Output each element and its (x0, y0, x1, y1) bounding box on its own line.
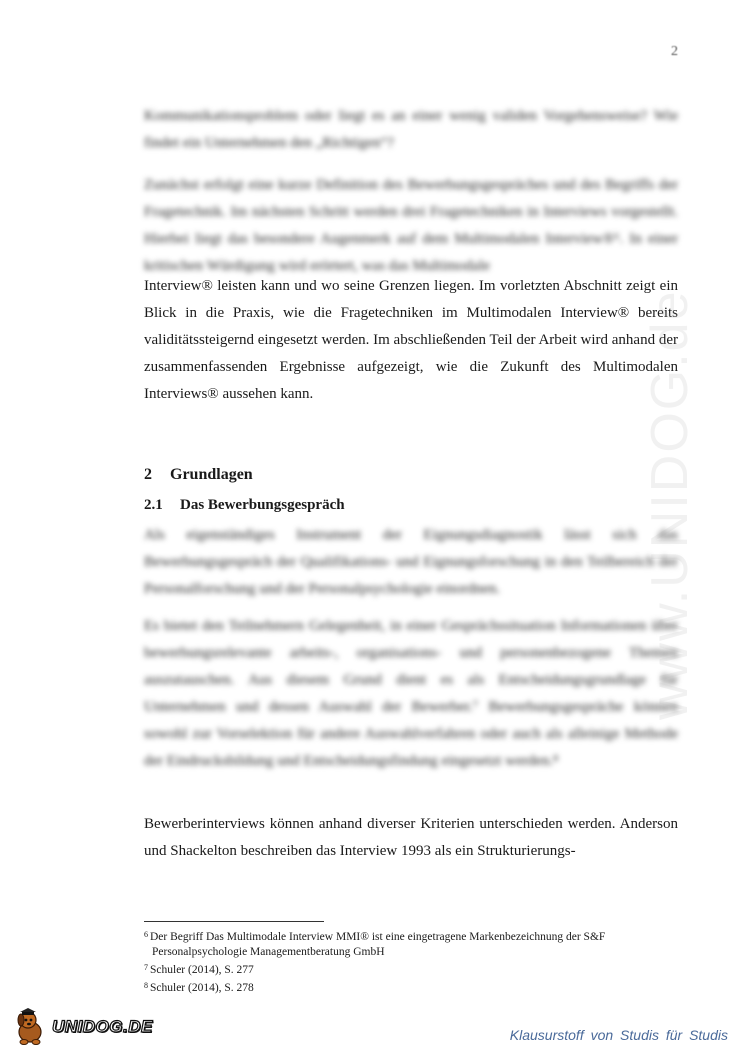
footnote-divider (144, 921, 324, 922)
dog-icon (12, 1008, 48, 1046)
body-paragraph-visible: Bewerberinterviews können anhand diverser Kriterien unterschieden werden. Anderson und Shackelton beschreiben das Interview 1993 als ein Strukturierungs- (144, 816, 678, 859)
footnote-item (144, 960, 684, 978)
footnote-mark: 8 (144, 981, 148, 990)
unidog-logo[interactable] (12, 1008, 153, 1046)
logo-text: UNIDOG.DE (52, 1017, 153, 1036)
intro-paragraph-visible: Interview® leisten kann und wo seine Grenzen liegen. Im vorletzten Abschnitt zeigt ein Blick in die Praxis, wie die Fragetechniken im Multimodalen Interview® bereits validitätssteigernd eingesetzt werden. Im abschließenden Teil der Arbeit wird anhand der zusammenfassenden Ergebnisse aufgezeigt, wie die Zukunft des Multimodalen Interviews® aussehen kann. (144, 278, 678, 402)
footnote-list (144, 927, 684, 996)
footnote-text: Der Begriff Das Multimodale Interview MMI® ist eine eingetragene Markenbezeichnung der S&F (150, 931, 606, 943)
body-paragraph-blurred-2: Es bietet den Teilnehmern Gelegenheit, in einer Gesprächssituation Informationen über bewerbungsrelevante arbeits-, organisations- und personenbezogene Themen auszutauschen. Aus diesem Grund dient es als Entscheidungsgrundlage für Unternehmen und dessen Auswahl der Bewerber.⁷ Bewerbungsgespräche können sowohl zur Vorselektion für andere Auswahlverfahren oder auch als alleinige Methode der Eindrucksbildung und Entscheidungsfindung eingesetzt werden.⁸ (144, 618, 678, 769)
section-number: 2 (144, 466, 152, 483)
section-heading (144, 466, 253, 484)
watermark: www.UNIDOG.de (641, 289, 699, 720)
body-paragraph-blurred-1: Als eigenständiges Instrument der Eignungsdiagnostik lässt sich das Bewerbungsgespräch der Qualifikations- und Eignungsforschung in den Teilbereich der Personalforschung und der Personalpsychologie einordnen. (144, 527, 678, 597)
footnote-item (144, 978, 684, 996)
section-title: Grundlagen (170, 466, 253, 483)
footnote-text: Schuler (2014), S. 278 (150, 982, 254, 994)
footnote-mark: 7 (144, 963, 148, 972)
intro-paragraph-blurred-2: Zunächst erfolgt eine kurze Definition des Bewerbungsgespräches und des Begriffs der Fragetechnik. Im nächsten Schritt werden drei Fragetechniken in Interviews vorgestellt. Hierbei liegt das besondere Augenmerk auf dem Multimodalen Interview®⁶. In einer kritischen Würdigung wird erörtert, was das Multimodale (144, 177, 678, 274)
subsection-heading (144, 497, 345, 514)
subsection-title: Das Bewerbungsgespräch (180, 497, 345, 513)
intro-paragraph-blurred-1: Kommunikationsproblem oder liegt es an einer wenig validen Vorgehensweise? Wie findet ein Unternehmen den „Richtigen“? (144, 108, 678, 151)
footnote-text-continued: Personalpsychologie Managementberatung GmbH (152, 946, 385, 958)
footnote-item (144, 927, 684, 960)
subsection-number: 2.1 (144, 497, 163, 513)
footer-tagline: Klausurstoff von Studis für Studis (509, 1027, 728, 1043)
footnote-text: Schuler (2014), S. 277 (150, 964, 254, 976)
page-number: 2 (671, 44, 678, 59)
footnote-mark: 6 (144, 930, 148, 939)
